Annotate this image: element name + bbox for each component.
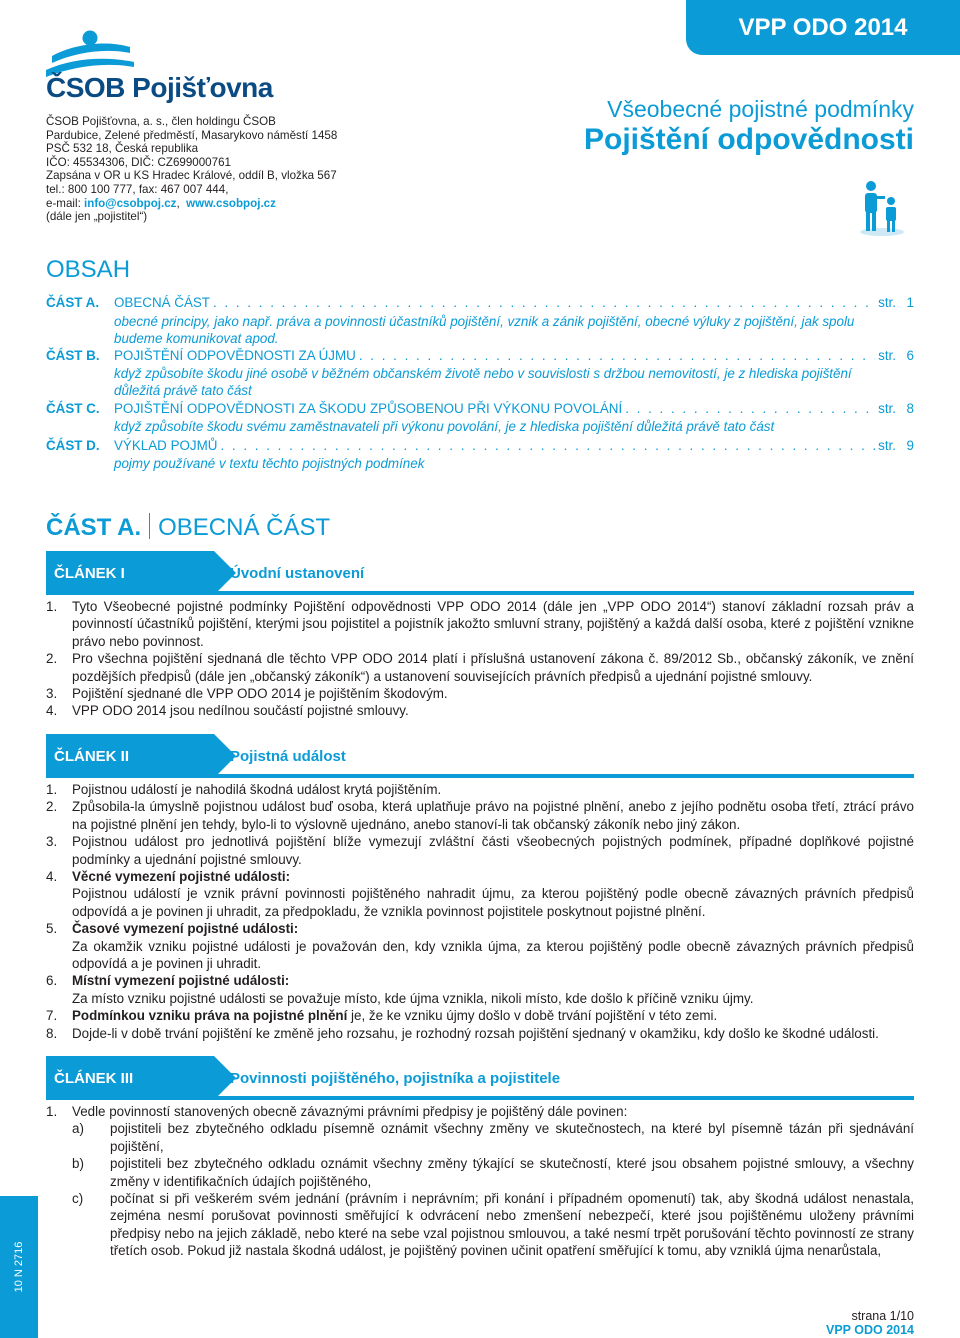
item-number: 1. xyxy=(46,782,58,797)
item-heading: Místní vymezení pojistné události: xyxy=(72,973,290,989)
item-heading: Věcné vymezení pojistné události: xyxy=(72,869,291,885)
sub-item xyxy=(72,1120,914,1155)
web-link[interactable]: www.csobpoj.cz xyxy=(186,196,276,210)
toc-row[interactable] xyxy=(46,348,914,366)
toc-part: ČÁST D. xyxy=(46,438,100,453)
company-line: PSČ 532 18, Česká republika xyxy=(46,142,199,156)
company-line: ČSOB Pojišťovna, a. s., člen holdingu ČSOB xyxy=(46,115,276,128)
doc-tag: VPP ODO 2014 xyxy=(686,0,960,55)
sub-item-letter: b) xyxy=(72,1156,84,1172)
list-item xyxy=(46,798,914,833)
toc-page-number: 9 xyxy=(906,438,914,453)
toc-desc: pojmy používané v textu těchto pojistných podmínek xyxy=(114,456,425,471)
logo-text: ČSOB Pojišťovna xyxy=(46,72,273,103)
item-text: Pro všechna pojištění sjednaná dle těchto VPP ODO 2014 platí i příslušná ustanovení zákona č. 89/2012 Sb., občanský zákoník, ve znění pozdějších předpisů (dále jen „občanský zákoník“) a ustanovení souvisejících právních předpisů a ujednání pojistné smlouvy. xyxy=(72,651,914,684)
csob-logo xyxy=(44,30,294,106)
item-number: 4. xyxy=(46,703,58,719)
toc-page-prefix: str. xyxy=(878,438,896,453)
item-number: 1. xyxy=(46,599,58,614)
sub-item-text: pojistiteli bez zbytečného odkladu oznámit všechny změny týkající se skutečností, které jsou obsahem pojistné smlouvy, a všechny změny v identifikačních údajích pojištěného, xyxy=(110,1156,914,1189)
article-list xyxy=(46,781,914,1042)
item-number: 3. xyxy=(46,686,58,702)
item-number: 1. xyxy=(46,1104,58,1119)
sub-item-text: počínat si při veškerém svém jednání (právním i neprávním; při konání i případném opomenutí) tak, aby škodná událost nenastala, zejména nesmí porušovat povinnosti směřující k odvrácení nebo zmenšení nebezpečí, které jsou pojištěnému uloženy právními předpisy nebo na jejich základě, nebo které na sebe vzal pojistnou smlouvou, a také nesmí trpět porušování těchto povinností ze strany třetích osob. Pokud již nastala škodná událost, je pojištěný povinen učinit opatření směřující k tomu, aby vzniklá újma nenarůstala, xyxy=(110,1191,914,1259)
toc-page-prefix: str. xyxy=(878,348,896,363)
section-heading xyxy=(46,513,330,542)
item-text: Způsobila-la úmyslně pojistnou událost buď osoba, která uplatňuje právo na pojistné plnění, anebo z jejího podnětu osoba třetí, ztrácí právo na pojistné plnění jen tehdy, bylo-li to výslovně ujednáno, anebo stanoví-li tak občanský zákoník nebo jiný zákon. xyxy=(72,799,914,832)
side-code: 10 N 2716 xyxy=(13,1241,25,1293)
sub-item-letter: c) xyxy=(72,1191,84,1207)
sub-item-text: pojistiteli bez zbytečného odkladu písemně oznámit všechny změny ve skutečnostech, na které byl písemně tázán při sjednávání pojištění, xyxy=(110,1121,914,1154)
toc-title-text: POJIŠTĚNÍ ODPOVĚDNOSTI ZA ÚJMU xyxy=(114,348,356,363)
toc-title-text: OBECNÁ ČÁST xyxy=(114,295,210,310)
toc-leader xyxy=(359,348,875,363)
toc-part: ČÁST C. xyxy=(46,401,100,416)
item-number: 3. xyxy=(46,834,58,850)
toc-leader xyxy=(220,438,875,453)
item-text: Tyto Všeobecné pojistné podmínky Pojištění odpovědnosti VPP ODO 2014 (dále jen „VPP ODO 2014“) stanoví základní rozsah práv a povinností účastníků pojištění, kterými jsou pojistitel a pojistník jakožto smluvní strany, pojištěný a každá další osoba, které z pojištění vznikne právo nebo povinnost. xyxy=(72,599,914,649)
list-item xyxy=(46,1103,914,1260)
item-number: 4. xyxy=(46,869,58,885)
company-line: IČO: 45534306, DIČ: CZ699000761 xyxy=(46,155,231,169)
item-text: Pojistnou událostí je vznik právní povinnosti pojištěného nahradit újmu, za kterou pojištěný podle obecně závazných právních předpisů odpovídá a je povinen ji uhradit, za předpokladu, že vznikla povinnost pojistitele poskytnout pojistné plnění. xyxy=(72,886,914,919)
item-heading: Podmínkou vzniku práva na pojistné plnění xyxy=(72,1008,348,1024)
list-item xyxy=(46,868,914,920)
sub-item-letter: a) xyxy=(72,1121,84,1137)
toc-row[interactable] xyxy=(46,295,914,313)
article-label: ČLÁNEK III xyxy=(46,1056,214,1100)
section-title: OBECNÁ ČÁST xyxy=(158,514,331,541)
toc-part: ČÁST A. xyxy=(46,295,100,310)
toc-leader xyxy=(213,295,875,310)
list-item xyxy=(46,598,914,650)
list-item xyxy=(46,833,914,868)
toc-page-prefix: str. xyxy=(878,295,896,310)
issuer-note: (dále jen „pojistitel“) xyxy=(46,210,148,224)
item-heading: Časové vymezení pojistné události: xyxy=(72,921,299,937)
list-item xyxy=(46,702,914,719)
list-item xyxy=(46,920,914,972)
toc-page-number: 1 xyxy=(906,295,914,310)
item-number: 5. xyxy=(46,921,58,937)
family-icon xyxy=(856,180,908,236)
toc-title-text: VÝKLAD POJMŮ xyxy=(114,438,218,453)
phone-line: tel.: 800 100 777, fax: 467 007 444, xyxy=(46,182,229,196)
toc-desc: když způsobíte škodu jiné osobě v běžném občanském životě nebo v souvislosti s držbou nemovitostí, je z hlediska pojištění důležitá právě tato část xyxy=(114,366,852,398)
toc-leader xyxy=(625,401,875,416)
item-text: Za okamžik vzniku pojistné události je považován den, kdy vznikla újma, za kterou pojištěný podle obecně závazných právních předpisů odpovídá a je povinen ji uhradit. xyxy=(72,938,914,972)
list-item xyxy=(46,781,914,798)
email-link[interactable]: info@csobpoj.cz xyxy=(84,196,177,210)
toc-row[interactable] xyxy=(46,401,914,419)
item-text: Za místo vzniku pojistné události se považuje místo, kde újma vznikla, nikoli místo, kde došlo k příčině vzniku újmy. xyxy=(72,990,754,1006)
article-label: ČLÁNEK II xyxy=(46,734,214,778)
article-header xyxy=(46,1056,914,1100)
item-number: 7. xyxy=(46,1008,58,1024)
article-list xyxy=(46,1103,914,1260)
contact-line: e-mail: info@csobpoj.cz, www.csobpoj.cz xyxy=(46,196,276,210)
item-text: je, že ke vzniku újmy došlo v době trvání pojištění v této zemi. xyxy=(347,1008,718,1024)
toc-page-number: 6 xyxy=(906,348,914,363)
toc-desc: obecné principy, jako např. práva a povinnosti účastníků pojištění, vznik a zánik pojištění, obecné výluky z pojištění, jak spolu budeme komunikovat apod. xyxy=(114,314,855,346)
section-divider xyxy=(149,513,150,539)
company-line: Pardubice, Zelené předměstí, Masarykovo náměstí 1458 xyxy=(46,128,338,142)
item-number: 2. xyxy=(46,651,58,667)
doc-title-line2: Pojištění odpovědnosti xyxy=(583,123,914,156)
section-part: ČÁST A. xyxy=(46,514,142,541)
footer-doc-tag: VPP ODO 2014 xyxy=(825,1323,914,1337)
item-text: VPP ODO 2014 jsou nedílnou součástí pojistné smlouvy. xyxy=(72,703,409,719)
side-code-strip xyxy=(0,1196,38,1338)
toc-part: ČÁST B. xyxy=(46,348,100,363)
item-text: Dojde-li v době trvání pojištění ke změně jeho rozsahu, je rozhodný rozsah pojištění sjednaný v okamžiku, kdy došlo ke škodné události. xyxy=(72,1025,879,1041)
item-text: Vedle povinností stanovených obecně závaznými právními předpisy je pojištěný dále povinen: xyxy=(72,1104,628,1119)
toc-row[interactable] xyxy=(46,438,914,456)
article-header xyxy=(46,551,914,595)
toc-title: OBSAH xyxy=(46,256,131,283)
page-number: strana 1/10 xyxy=(851,1309,914,1323)
company-line: Zapsána v OR u KS Hradec Králové, oddíl B, vložka 567 xyxy=(46,169,337,183)
item-number: 2. xyxy=(46,799,58,815)
toc-desc: když způsobíte škodu svému zaměstnavateli při výkonu povolání, je z hlediska pojištění důležitá právě tato část xyxy=(114,419,775,434)
list-item xyxy=(46,1025,914,1042)
toc-page-number: 8 xyxy=(906,401,914,416)
list-item xyxy=(46,650,914,685)
article-header xyxy=(46,734,914,778)
item-number: 8. xyxy=(46,1025,58,1041)
doc-title-line1: Všeobecné pojistné podmínky xyxy=(607,96,914,122)
sub-item xyxy=(72,1190,914,1260)
article-list xyxy=(46,598,914,720)
sub-item xyxy=(72,1155,914,1190)
article-name: Pojistná událost xyxy=(230,748,346,765)
list-item xyxy=(46,972,914,1007)
article-label: ČLÁNEK I xyxy=(46,551,214,595)
item-text: Pojistnou událost pro jednotlivá pojištění blíže vymezují zvláštní části všeobecných pojistných podmínek, případné doplňkové pojistné podmínky a ujednání pojistné smlouvy. xyxy=(72,834,914,867)
item-number: 6. xyxy=(46,973,58,989)
list-item xyxy=(46,685,914,702)
toc-page-prefix: str. xyxy=(878,401,896,416)
article-name: Povinnosti pojištěného, pojistníka a pojistitele xyxy=(230,1070,561,1087)
article-name: Úvodní ustanovení xyxy=(230,565,365,582)
list-item xyxy=(46,1007,914,1024)
company-info xyxy=(46,115,337,224)
toc-title-text: POJIŠTĚNÍ ODPOVĚDNOSTI ZA ŠKODU ZPŮSOBENOU PŘI VÝKONU POVOLÁNÍ xyxy=(114,401,623,416)
item-text: Pojištění sjednané dle VPP ODO 2014 je pojištěním škodovým. xyxy=(72,686,448,702)
item-text: Pojistnou událostí je nahodilá škodná událost krytá pojištěním. xyxy=(72,782,442,797)
email-label: e-mail: xyxy=(46,196,85,210)
